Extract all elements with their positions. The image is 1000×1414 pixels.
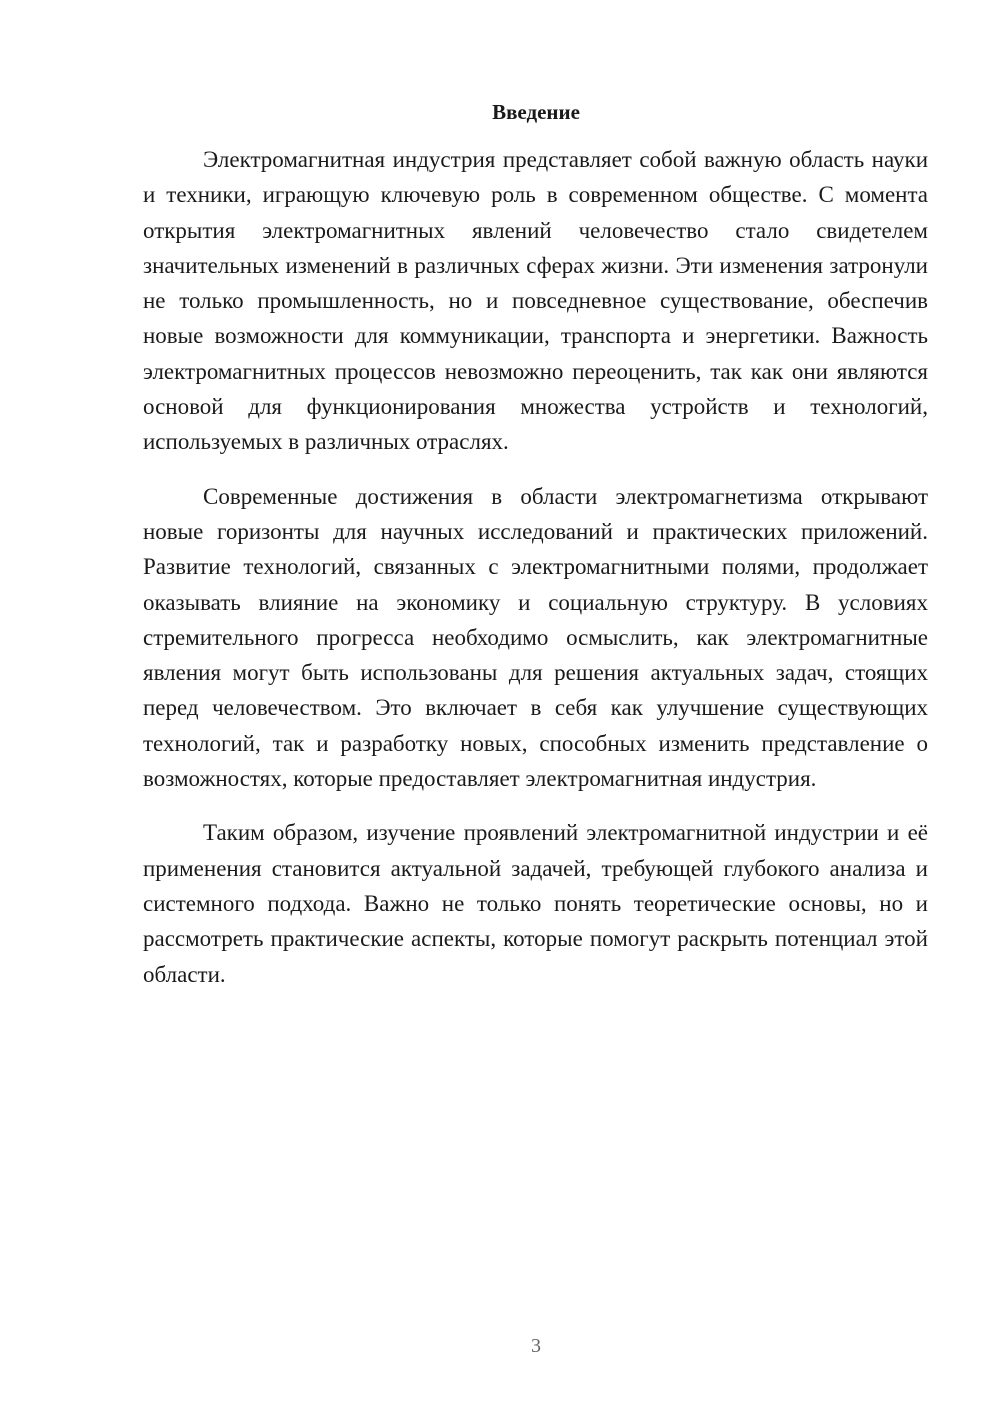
page-number: 3: [531, 1335, 541, 1357]
paragraph-1: Электромагнитная индустрия представляет собой важную область науки и техники, играющую ключевую роль в современном обществе. С момента открытия электромагнитных явлений человечество стало свидетелем значительных изменений в различных сферах жизни. Эти изменения затронули не только промышленность, но и повседневное существование, обеспечив новые возможности для коммуникации, транспорта и энергетики. Важность электромагнитных процессов невозможно переоценить, так как они являются основой для функционирования множества устройств и технологий, используемых в различных отраслях.: [143, 147, 928, 455]
body-text: [143, 142, 928, 992]
paragraph-3: Таким образом, изучение проявлений электромагнитной индустрии и её применения становится актуальной задачей, требующей глубокого анализа и системного подхода. Важно не только понять теоретические основы, но и рассмотреть практические аспекты, которые помогут раскрыть потенциал этой области.: [143, 820, 928, 987]
paragraph-2: Современные достижения в области электромагнетизма открывают новые горизонты для научных исследований и практических приложений. Развитие технологий, связанных с электромагнитными полями, продолжает оказывать влияние на экономику и социальную структуру. В условиях стремительного прогресса необходимо осмыслить, как электромагнитные явления могут быть использованы для решения актуальных задач, стоящих перед человечеством. Это включает в себя как улучшение существующих технологий, так и разработку новых, способных изменить представление о возможностях, которые предоставляет электромагнитная индустрия.: [143, 483, 928, 792]
section-title: Введение: [492, 100, 580, 124]
